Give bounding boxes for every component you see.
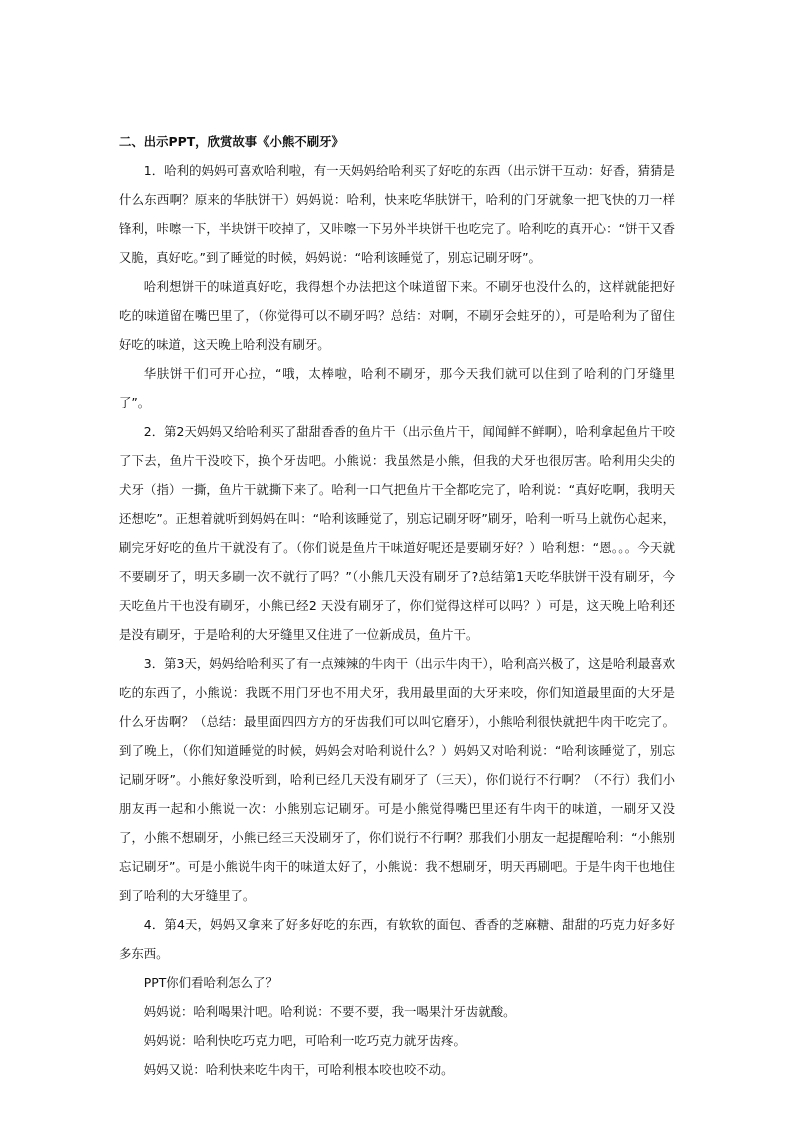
paragraph-chocolate: 妈妈说：哈利快吃巧克力吧，可哈利一吃巧克力就牙齿疼。 (143, 1033, 466, 1048)
section-heading: 二、出示PPT，欣赏故事《小熊不刷牙》 (119, 134, 344, 149)
paragraph-day-2: 2．第2天妈妈又给哈利买了甜甜香香的鱼片干（出示鱼片干，闻闻鲜不鲜啊），哈利拿起鱼片干咬了下去，鱼片干没咬下，换个牙齿吧。小熊说：我虽然是小熊，但我的犬牙也很厉害。哈利用尖尖的犬牙（指）一撕，鱼片干就撕下来了。哈利一口气把鱼片干全都吃完了，哈利说：“真好吃啊，我明天还想吃”。正想着就听到妈妈在叫：“哈利该睡觉了，别忘记刷牙呀”刷牙，哈利一听马上就伤心起来，刷完牙好吃的鱼片干就没有了。（你们说是鱼片干味道好呢还是要刷牙好？）哈利想：“恩。。。今天就不要刷牙了，明天多刷一次不就行了吗？”（小熊几天没有刷牙了?总结第1天吃华肤饼干没有刷牙，今天吃鱼片干也没有刷牙，小熊已经2 天没有刷牙了，你们觉得这样可以吗？）可是，这天晚上哈利还是没有刷牙，于是哈利的大牙缝里又住进了一位新成员，鱼片干。 (119, 424, 675, 642)
paragraph-day-3: 3．第3天，妈妈给哈利买了有一点辣辣的牛肉干（出示牛肉干），哈利高兴极了，这是哈利最喜欢吃的东西了，小熊说：我既不用门牙也不用犬牙，我用最里面的大牙来咬，你们知道最里面的大牙是什么牙齿啊？（总结：最里面四四方方的牙齿我们可以叫它磨牙），小熊哈利很快就把牛肉干吃完了。到了晚上，（你们知道睡觉的时候，妈妈会对哈利说什么？）妈妈又对哈利说：“哈利该睡觉了，别忘记刷牙呀”。小熊好象没听到，哈利已经几天没有刷牙了（三天），你们说行不行啊？（不行）我们小朋友再一起和小熊说一次：小熊别忘记刷牙。可是小熊觉得嘴巴里还有牛肉干的味道，一刷牙又没了，小熊不想刷牙，小熊已经三天没刷牙了，你们说行不行啊？那我们小朋友一起提醒哈利：“小熊别忘记刷牙”。可是小熊说牛肉干的味道太好了，小熊说：我不想刷牙，明天再刷吧。于是牛肉干也地住到了哈利的大牙缝里了。 (119, 656, 675, 903)
document-body (119, 127, 675, 1084)
paragraph-day-1: 1．哈利的妈妈可喜欢哈利啦，有一天妈妈给哈利买了好吃的东西（出示饼干互动：好香，猜猜是什么东西啊？原来的华肤饼干）妈妈说：哈利，快来吃华肤饼干，哈利的门牙就象一把飞快的刀一样锋利，咔嚓一下，半块饼干咬掉了，又咔嚓一下另外半块饼干也吃完了。哈利吃的真开心：“饼干又香又脆，真好吃。”到了睡觉的时候，妈妈说：“哈利该睡觉了，别忘记刷牙呀”。 (119, 163, 675, 265)
paragraph-juice: 妈妈说：哈利喝果汁吧。哈利说：不要不要，我一喝果汁牙齿就酸。 (143, 1004, 516, 1019)
paragraph-biscuits-happy: 华肤饼干们可开心拉，“哦，太棒啦，哈利不刷牙，那今天我们就可以住到了哈利的门牙缝里了”。 (119, 366, 675, 410)
paragraph-day-4: 4．第4天，妈妈又拿来了好多好吃的东西，有软软的面包、香香的芝麻糖、甜甜的巧克力好多好多东西。 (119, 917, 675, 961)
paragraph-harry-thinks: 哈利想饼干的味道真好吃，我得想个办法把这个味道留下来。不刷牙也没什么的，这样就能把好吃的味道留在嘴巴里了，（你觉得可以不刷牙吗？总结：对啊，不刷牙会蛀牙的），可是哈利为了留住好吃的味道，这天晚上哈利没有刷牙。 (119, 279, 675, 352)
paragraph-ppt-question: PPT你们看哈利怎么了？ (143, 975, 278, 990)
paragraph-beef-jerky: 妈妈又说：哈利快来吃牛肉干，可哈利根本咬也咬不动。 (143, 1062, 454, 1077)
